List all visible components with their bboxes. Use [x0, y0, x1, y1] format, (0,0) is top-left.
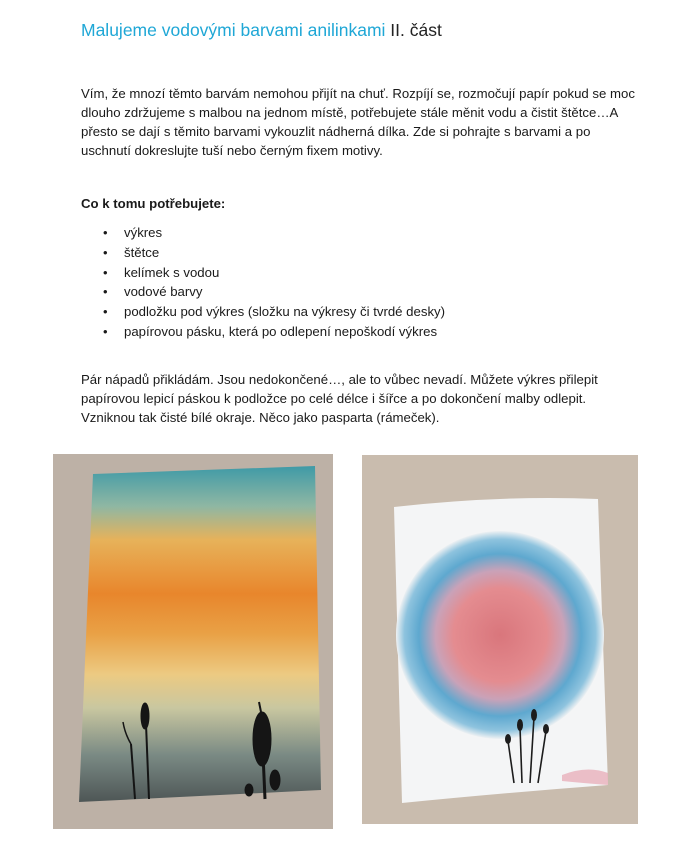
bullet-icon: •: [103, 323, 108, 339]
list-item: [81, 223, 445, 243]
list-item: [81, 302, 445, 322]
bullet-icon: •: [103, 264, 108, 280]
intro-paragraph: Vím, že mnozí těmto barvám nemohou přijít na chuť. Rozpíjí se, rozmočují papír pokud se moc dlouho zdržujeme s malbou na jednom místě, potřebujete stále měnit vodu a čistit štětce…A přesto se dají s těmito barvami vykouzlit nádherná dílka. Zde si pohrajte s barvami a po uschnutí dokreslujte tuší nebo černým fixem motivy.: [81, 86, 635, 158]
bullet-icon: •: [103, 284, 108, 300]
photo-sunset-painting: [53, 454, 333, 829]
document-title: [81, 20, 442, 41]
list-item-label: papírovou pásku, která po odlepení nepoškodí výkres: [124, 323, 438, 339]
list-item: [81, 282, 445, 302]
tips-paragraph: Pár nápadů přikládám. Jsou nedokončené…, ale to vůbec nevadí. Můžete výkres přilepit papírovou lepicí páskou k podložce po celé délce i šířce a po dokončení malby odlepit. Vzniknou tak čisté bílé okraje. Něco jako pasparta (rámeček).: [81, 372, 598, 425]
needs-heading: Co k tomu potřebujete:: [81, 196, 226, 211]
list-item-label: štětce: [124, 244, 160, 260]
photo-circle-painting: [362, 455, 638, 824]
list-item: [81, 263, 445, 283]
needs-list: [81, 223, 445, 342]
bullet-icon: •: [103, 304, 108, 320]
title-part: II. část: [390, 20, 442, 40]
list-item-label: vodové barvy: [124, 284, 203, 300]
list-item-label: výkres: [124, 225, 163, 240]
list-item-label: kelímek s vodou: [124, 264, 220, 280]
list-item: [81, 322, 445, 342]
bullet-icon: •: [103, 244, 108, 260]
list-item: [81, 243, 445, 263]
list-item-label: podložku pod výkres (složku na výkresy či tvrdé desky): [124, 304, 446, 320]
title-accent: Malujeme vodovými barvami anilinkami: [81, 20, 386, 40]
bullet-icon: •: [103, 225, 108, 240]
